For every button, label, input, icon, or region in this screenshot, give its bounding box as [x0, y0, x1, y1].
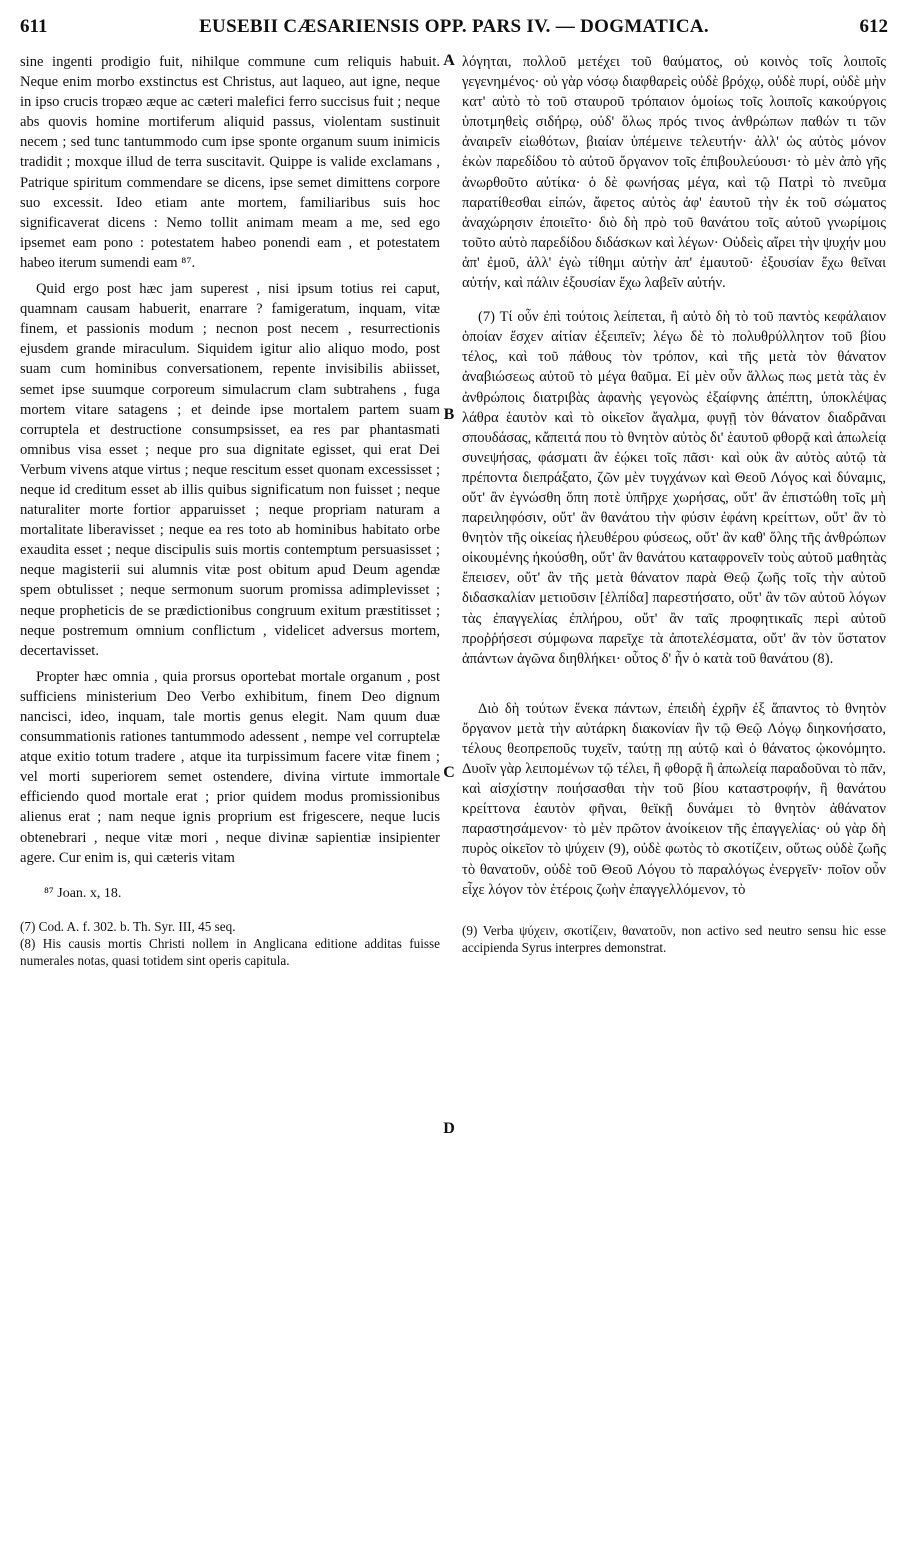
margin-marker-d: D [443, 1120, 455, 1137]
page-number-left: 611 [20, 16, 48, 37]
scripture-reference-87: ⁸⁷ Joan. x, 18. [44, 885, 122, 901]
latin-footnotes [20, 918, 440, 969]
greek-column [462, 52, 886, 956]
greek-footnotes [462, 922, 886, 956]
margin-marker-b: B [443, 406, 455, 423]
latin-column [20, 52, 440, 969]
page-header [20, 16, 888, 46]
footnote-8: (8) His causis mortis Christi nollem in Anglicana editione additas fuisse numerales notas, quasi totidem sint operis capitula. [20, 935, 440, 968]
latin-paragraph-2: Quid ergo post hæc jam superest , nisi ipsum totius rei caput, quamnam causam habuerit, enarrare ? famigeratum, inquam, vitæ finem, et passionis modum ; necnon post necem , resurrectionis ejusdem grande miraculum. Siquidem igitur alio aliquo modo, post suam cum hominibus conversationem, repente invisibilis abiisset, semet ipse suumque corporeum simulacrum clam subtrahens , fuga mortem vitare satagens ; et deinde ipse mortalem partem suam corruptela et destructione consumpsisset, ea res par phantasmati omnibus visa esset ; neque pro sua dignitate egisset, qui erat Dei Verbum vivens atque virtus ; neque rescitum esset quonam excessisset ; neque id creditum esset ab illis quibus significatum non fuisset ; neque naturaliter morte fortior apparuisset ; neque propriam naturam a mortalitate liberavisset ; neque ea res toto ab hominibus habitato orbe exaudita esset ; neque discipulis suis mortis contemptum persuasisset ; neque magisterii sui alumnis vitæ post obitum apud Deum agendæ spem obtulisset ; neque sermonum suorum promissa adimplevisset ; neque propheticis de se prædictionibus congruum exitum præstitisset ; neque postremum omnium conflictum , videlicet adversus mortem, decertavisset. [20, 281, 440, 659]
latin-paragraph-3: Propter hæc omnia , quia prorsus oportebat mortale organum , post sufficiens ministerium Deo Verbo exhibitum, finem Deo dignum nancisci, ideo, inquam, tale mortis genus elegit. Nam quum duæ consummationis rationes tantummodo adessent , nempe vel corruptelæ atque exitio totum tradere , atque ita turpissimum facere vitæ finem ; vel morti superiorem semet ostendere, divina virtute immortale efficiendo quod mortale erat ; prior quidem modus promissionibus alienus erat ; nam neque ignis proprium est frigescere, neque lucis obtenebrari , neque vitæ mori , neque divinæ sapientiæ insipienter agere. Cur enim is, qui cæteris vitam [20, 668, 440, 866]
footnote-7: (7) Cod. A. f. 302. b. Th. Syr. III, 45 seq. [20, 918, 236, 934]
page-number-right: 612 [859, 16, 888, 37]
footnote-9: (9) Verba ψύχειν, σκοτίζειν, θανατοῦν, non activo sed neutro sensu hic esse accipienda Syrus interpres demonstrat. [462, 922, 886, 955]
latin-paragraph-1: sine ingenti prodigio fuit, nihilque commune cum reliquis habuit. Neque enim morbo exstinctus est Christus, aut laqueo, aut igne, neque in ipso crucis tropæo æque ac cæteri malefici ferro succisus fuit ; neque abs quovis homine mortiferum aliquid passus, violentam sustinuit necem ; sed tunc tantummodo cum ipse sponte organum suum inimicis tradidit ; moxque illud de terra suscitavit. Quippe is valide exclamans , Patrique spiritum commendare se dicens, ipse semet dimittens corpore suo excessit. Ideo etiam ante mortem, familiaribus suis hoc significaverat dicens : Nemo tollit animam meam a me, sed ego ipsemet eam pono : potestatem habeo ponendi eam , et potestatem habeo iterum sumendi eam ⁸⁷. [20, 54, 440, 271]
margin-marker-c: C [443, 764, 455, 781]
greek-paragraph-3: Διὸ δὴ τούτων ἕνεκα πάντων, ἐπειδὴ ἐχρῆν ἐξ ἅπαντος τὸ θνητὸν ὄργανον μετὰ τὴν αὐτάρκη διακονίαν ἣν τῷ Θεῷ Λόγῳ διηκονήσατο, τέλους θεοπρεποῦς τυχεῖν, ταύτῃ πῃ αὐτῷ καὶ ὁ θάνατος ᾠκονόμητο. Δυοῖν γὰρ λειπομένων τῷ τέλει, ἢ φθορᾷ ἢ ἀπωλείᾳ παραδοῦναι τὸ πᾶν, καὶ αἰσχίστην ποιήσασθαι τὴν τοῦ βίου καταστροφήν, ἢ θανάτου κρείττονα ἑαυτὸν φῆναι, θεϊκῇ δυνάμει τὸ θνητὸν ἀθάνατον παραστησάμενον· τὸ μὲν πρῶτον ἀνοίκειον τῆς ἐπαγγελίας· οὐ γὰρ δὴ πυρὸς οἰκεῖον τὸ ψύχειν (9), οὐδὲ φωτὸς τὸ σκοτίζειν, οὕτως οὐδὲ ζωῆς τὸ θανατοῦν, οὐδὲ τοῦ Θεοῦ Λόγου τὸ παραλόγως ἐνεργεῖν· ποῖον οὖν εἶχε λόγον τὸν ἑτέροις ζωὴν ἐπαγγελλόμενον, τὸ [462, 700, 886, 898]
greek-paragraph-1: λόγηται, πολλοῦ μετέχει τοῦ θαύματος, οὐ κοινὸς τοῖς λοιποῖς γεγενημένος· οὐ γὰρ νόσῳ διαφθαρεὶς οὐδὲ βρόχῳ, οὐδὲ πυρί, οὐδὲ μὴν κατ' αὐτὸ τὸ τοῦ σταυροῦ τρόπαιον ὁμοίως τοῖς λοιποῖς κακούργοις ὑποτμηθεὶς σιδήρῳ, οὐδ' ὅλως πρός τινος ἀνθρώπων παθών τι τῶν ἀναιρεῖν εἰωθότων, βιαίαν ὑπέμεινε τελευτήν· ἀλλ' ὡς αὐτὸς μόνον ἑκὼν παρεδίδου τὸ αὐτοῦ ὄργανον τοῖς ἐπιβουλεύουσι· τὸ μὲν ἀπὸ γῆς ἀνωρθοῦτο αὐτίκα· ὁ δὲ φωνήσας μέγα, καὶ τῷ Πατρὶ τὸ πνεῦμα παρατίθεσθαι εἰπών, ἄφετος αὐτὸς ἀφ' ἑαυτοῦ τὴν ἐκ τοῦ σώματος ἀναχώρησιν ἐποιεῖτο· διὸ δὴ πρὸ τοῦ θανάτου τοῖς αὐτοῦ γνωρίμοις τοῦτο αὐτὸ παρεδίδου διδάσκων καὶ λέγων· Οὐδεὶς αἴρει τὴν ψυχήν μου ἀπ' ἐμοῦ, ἀλλ' ἐγὼ τίθημι αὐτὴν ἀπ' ἐμαυτοῦ· ἐξουσίαν ἔχω θεῖναι αὐτήν, καὶ πάλιν ἐξουσίαν ἔχω λαβεῖν αὐτήν. [462, 54, 886, 292]
running-title: EUSEBII CÆSARIENSIS OPP. PARS IV. — DOGMATICA. [199, 16, 709, 37]
greek-paragraph-2: (7) Τί οὖν ἐπὶ τούτοις λείπεται, ἢ αὐτὸ δὴ τὸ τοῦ παντὸς κεφάλαιον ὁποίαν ἔσχεν αἰτίαν ἐξειπεῖν; λέγω δὲ τὸ πολυθρύλλητον τοῦ βίου τέλος, καὶ τοῦ πάθους τὸν τρόπον, καὶ τῆς μετὰ τὸν θάνατον ἀναβιώσεως αὐτοῦ τὸ μέγα θαῦμα. Εἰ μὲν οὖν ἄλλως πως μετὰ τὰς ἐν ἀνθρώποις διατριβὰς ἀφανὴς γεγονὼς ἐξαίφνης ἀπέπτη, ὑποκλέψας λάθρα ἑαυτὸν καὶ τὸ οἰκεῖον ἄγαλμα, φυγῇ τὸν θάνατον διαδρᾶναι σπουδάσας, κἄπειτά που τὸ θνητὸν αὐτὸς δι' ἑαυτοῦ φθορᾷ καὶ ἀπωλείᾳ συνεψήσας, φάσματι ἂν ἐῴκει τοῖς πᾶσι· καὶ οὐκ ἂν αὐτὸς αὐτῷ τὰ πρέποντα διεπράξατο, ζῶν μὲν τυγχάνων καὶ Θεοῦ Λόγος καὶ δύναμις, οὔτ' ἂν ἐγνώσθη ὅπη ποτὲ ὑπῆρχε χωρήσας, οὔτ' ἂν ἐπιστώθη τοῖς μὴ παρειληφόσιν, οὔτ' ἂν θανάτου τὴν φύσιν ἐφάνη κρείττων, οὔτ' ἂν τὸ θνητὸν τῆς οἰκείας ἠλευθέρου φύσεως, οὔτ' ἂν καθ' ὅλης τῆς ἀνθρώπων οἰκουμένης ἠκούσθη, οὔτ' ἂν θανάτου καταφρονεῖν τοὺς αὐτοῦ μαθητὰς ἔπεισεν, οὔτ' ἂν τῆς μετὰ θάνατον παρὰ Θεῷ ζωῆς τοῖς τὴν αὐτοῦ διδασκαλίαν μετιοῦσιν [ἐλπίδα] παρεστήσατο, οὔτ' ἂν τῶν αὐτοῦ λόγων τὰς ἐπαγγελίας ἐπλήρου, οὔτ' ἂν ταῖς προφητικαῖς περὶ αὐτοῦ προῤῥήσεσι σύμφωνα παρεῖχε τὰ ἀποτελέσματα, οὔτ' ἂν τὸν ὕστατον ἁπάντων ἀγῶνα διηθλήκει· οὗτος δ' ἦν ὁ κατὰ τοῦ θανάτου (8). [462, 309, 886, 667]
margin-marker-a: A [443, 52, 455, 69]
